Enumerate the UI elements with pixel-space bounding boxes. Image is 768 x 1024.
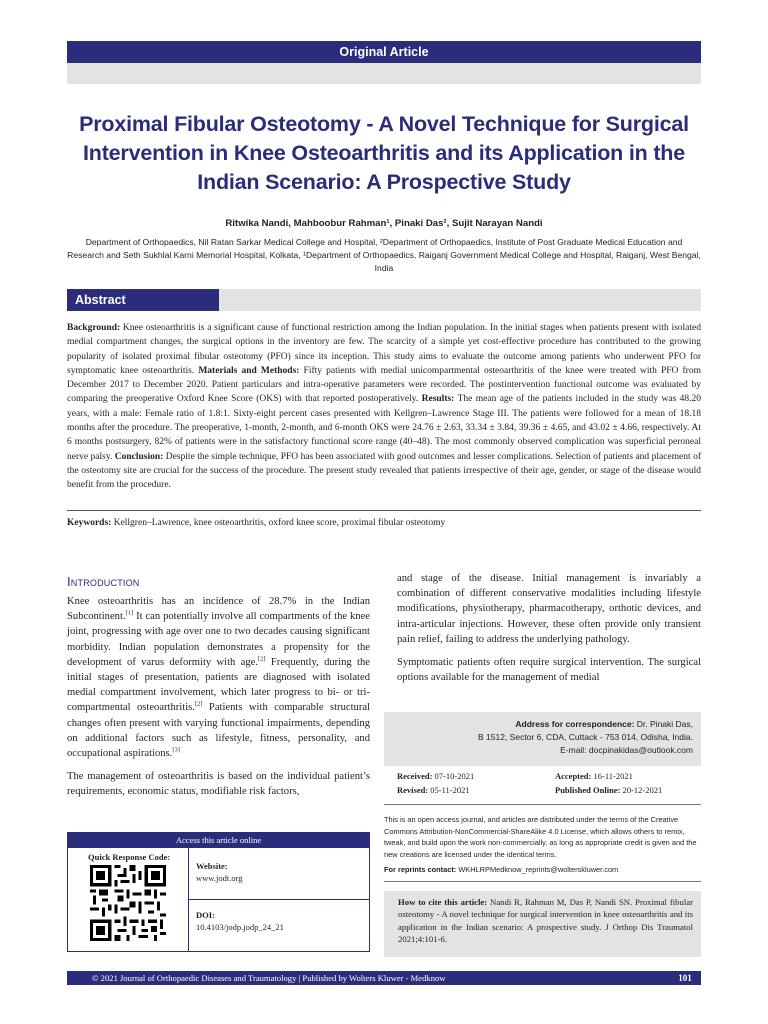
correspondence-email[interactable]: E-mail: docpinakidas@outlook.com	[560, 745, 693, 755]
qr-code-icon[interactable]	[90, 865, 166, 941]
published-date: Published Online: 20-12-2021	[555, 785, 663, 795]
abstract-conclusion-text: Despite the simple technique, PFO has been associated with good outcomes and lesser complications. Selection of patients and placement of the osteotomy site are crucial for the success of the procedure. The present study revealed that patients irrespective of their age, gender, or stage of the disease would benefit from the procedure.	[67, 451, 701, 491]
affiliations: Department of Orthopaedics, Nil Ratan Sarkar Medical College and Hospital, ²Department of Orthopaedics, Institute of Post Graduate Medical Education and Research and Seth Sukhlal Karni Memorial Hospital, Kolkata, ¹Department of Orthopaedics, Raiganj Government Medical College and Hospital, Raiganj, West Bengal, India	[67, 237, 701, 273]
website-label: Website:	[196, 861, 228, 871]
cite-label: How to cite this article:	[398, 897, 488, 907]
correspondence-text	[478, 718, 693, 757]
page-number: 101	[669, 971, 701, 985]
revised-date: Revised: 05-11-2021	[397, 785, 470, 795]
dates-divider	[384, 804, 701, 805]
article-type-banner: Original Article	[67, 41, 701, 63]
reprints-label: For reprints contact:	[384, 865, 457, 874]
qr-code-label: Quick Response Code:	[88, 852, 171, 862]
intro-paragraph-4: Symptomatic patients often require surgical intervention. The surgical options available for the management of medial	[397, 657, 701, 684]
author-list: Ritwika Nandi, Mahboobur Rahman¹, Pinaki Das², Sujit Narayan Nandi	[225, 218, 543, 229]
intro-left-column	[67, 594, 370, 808]
abstract-band	[219, 289, 701, 311]
footer-copyright: © 2021 Journal of Orthopaedic Diseases and Traumatology | Published by Wolters Kluwer - Medknow	[92, 973, 446, 983]
doi-label: DOI:	[196, 910, 215, 920]
abstract-divider	[67, 510, 701, 511]
doi-link[interactable]: 10.4103/jodp.jodp_24_21	[196, 922, 284, 932]
abstract-body	[67, 321, 701, 493]
intro-paragraph-1: Knee osteoarthritis has an incidence of 28.7% in the Indian Subcontinent.[1] It can potentially involve all compartments of the knee joint, progressing with age over one to two decades causing significant morbidity. Indian population demonstrates a propensity for the development of varus deformity with age.[2] Frequently, during the initial stages of presentation, patients are diagnosed with isolated medial compartment involvement, which later progress to bi- or tri-compartmental osteoarthritis.[2] Patients with comparable structural changes often present with varying functional impairments, depending on additional factors such as lifestyle, fitness, personality, and occupational aspirations.[3]	[67, 596, 370, 760]
keywords-text: Kellgren–Lawrence, knee osteoarthritis, oxford knee score, proximal fibular osteotomy	[111, 518, 446, 528]
abstract-background-label: Background:	[67, 323, 121, 333]
article-title: Proximal Fibular Osteotomy - A Novel Technique for Surgical Intervention in Knee Osteoarthritis and its Application in the Indian Scenario: A Prospective Study	[79, 112, 689, 194]
access-article-box	[67, 832, 370, 952]
reprints-contact	[384, 865, 701, 874]
abstract-heading: Abstract	[67, 289, 219, 311]
reprints-email[interactable]: WKHLRPMedknow_reprints@wolterskluwer.com	[456, 865, 619, 874]
abstract-conclusion-label: Conclusion:	[114, 451, 164, 462]
abstract-background-text: Knee osteoarthritis is a significant cause of functional restriction among the Indian population. In the initial stages when patients present with isolated medial compartment changes, the surgical options in the inventory are few. The scarcity of a simple yet cost-effective procedure has contributed to the growing popularity of isolated proximal fibular osteotomy (PFO) since its inception. This study aims to evaluate the outcome among patients who underwent PFO for symptomatic knee osteoarthritis.	[67, 323, 701, 376]
keywords	[67, 518, 701, 528]
abstract-methods-label: Materials and Methods:	[198, 365, 300, 376]
access-box-divider-horizontal	[188, 899, 369, 900]
abstract-methods-text: Fifty patients with medial unicompartmental osteoarthritis of the knee were treated with PFO from December 2017 to December 2020. Patient particulars and intra-operative parameters were recorded. The postintervention functional outcome was evaluated by comparing the preoperative Oxford Knee Score (OKS) with that reported postoperatively.	[67, 365, 701, 405]
received-date: Received: 07-10-2021	[397, 771, 475, 781]
correspondence-address: B 1512, Sector 6, CDA, Cuttack - 753 014, Odisha, India.	[478, 732, 693, 742]
reprints-divider	[384, 881, 701, 882]
how-to-cite-box	[384, 891, 701, 957]
license-text: This is an open access journal, and articles are distributed under the terms of the Creative Commons Attribution-NonCommercial-ShareAlike 4.0 License, which allows others to remix, tweak, and build upon the work non-commercially, as long as appropriate credit is given and the new creations are licensed under the identical terms.	[384, 815, 697, 859]
abstract-results-label: Results:	[421, 394, 455, 405]
introduction-heading: Introduction	[67, 574, 140, 589]
correspondence-name: Dr. Pinaki Das,	[634, 719, 693, 729]
accepted-date: Accepted: 16-11-2021	[555, 771, 633, 781]
footer-corner-shape	[67, 971, 95, 985]
intro-right-column	[397, 571, 701, 693]
correspondence-box	[384, 712, 701, 766]
website-link[interactable]: www.jodt.org	[196, 873, 243, 883]
cite-text: Nandi R, Rahman M, Das P, Nandi SN. Proximal fibular osteotomy - A novel technique for surgical intervention in knee osteoarthritis and its application in the Indian scenario: A prospective study. J Orthop Dis Traumatol 2021;4:101-6.	[398, 897, 693, 945]
intro-paragraph-2: The management of osteoarthritis is based on the individual patient’s requirements, economic status, modifiable risk factors,	[67, 771, 370, 798]
intro-paragraph-3: and stage of the disease. Initial management is invariably a combination of different conservative modalities including lifestyle modifications, physiotherapy, pharmacotherapy, orthotic devices, and intra-articular injections. However, these often provide only transient pain relief, failing to address the underlying pathology.	[397, 573, 701, 645]
access-box-header: Access this article online	[68, 833, 369, 848]
keywords-label: Keywords:	[67, 518, 112, 528]
header-band	[67, 63, 701, 84]
abstract-results-text: The mean age of the patients included in the study was 48.20 years, with a male: Female ratio of 1.8:1. Sixty-eight percent cases presented with Kellgren–Lawrence Stage III. The patients were followed for a mean of 18.18 months after the procedure. The preoperative, 1-month, 2-month, and 6-month OKS were 24.76 ± 2.63, 33.34 ± 3.84, 39.36 ± 4.65, and 43.02 ± 4.66, respectively. At 6 months postsurgery, 82% of patients were in the satisfactory functional score range (40–48). The most commonly observed complication was superficial peroneal nerve palsy.	[67, 394, 701, 462]
correspondence-label: Address for correspondence:	[515, 719, 635, 729]
